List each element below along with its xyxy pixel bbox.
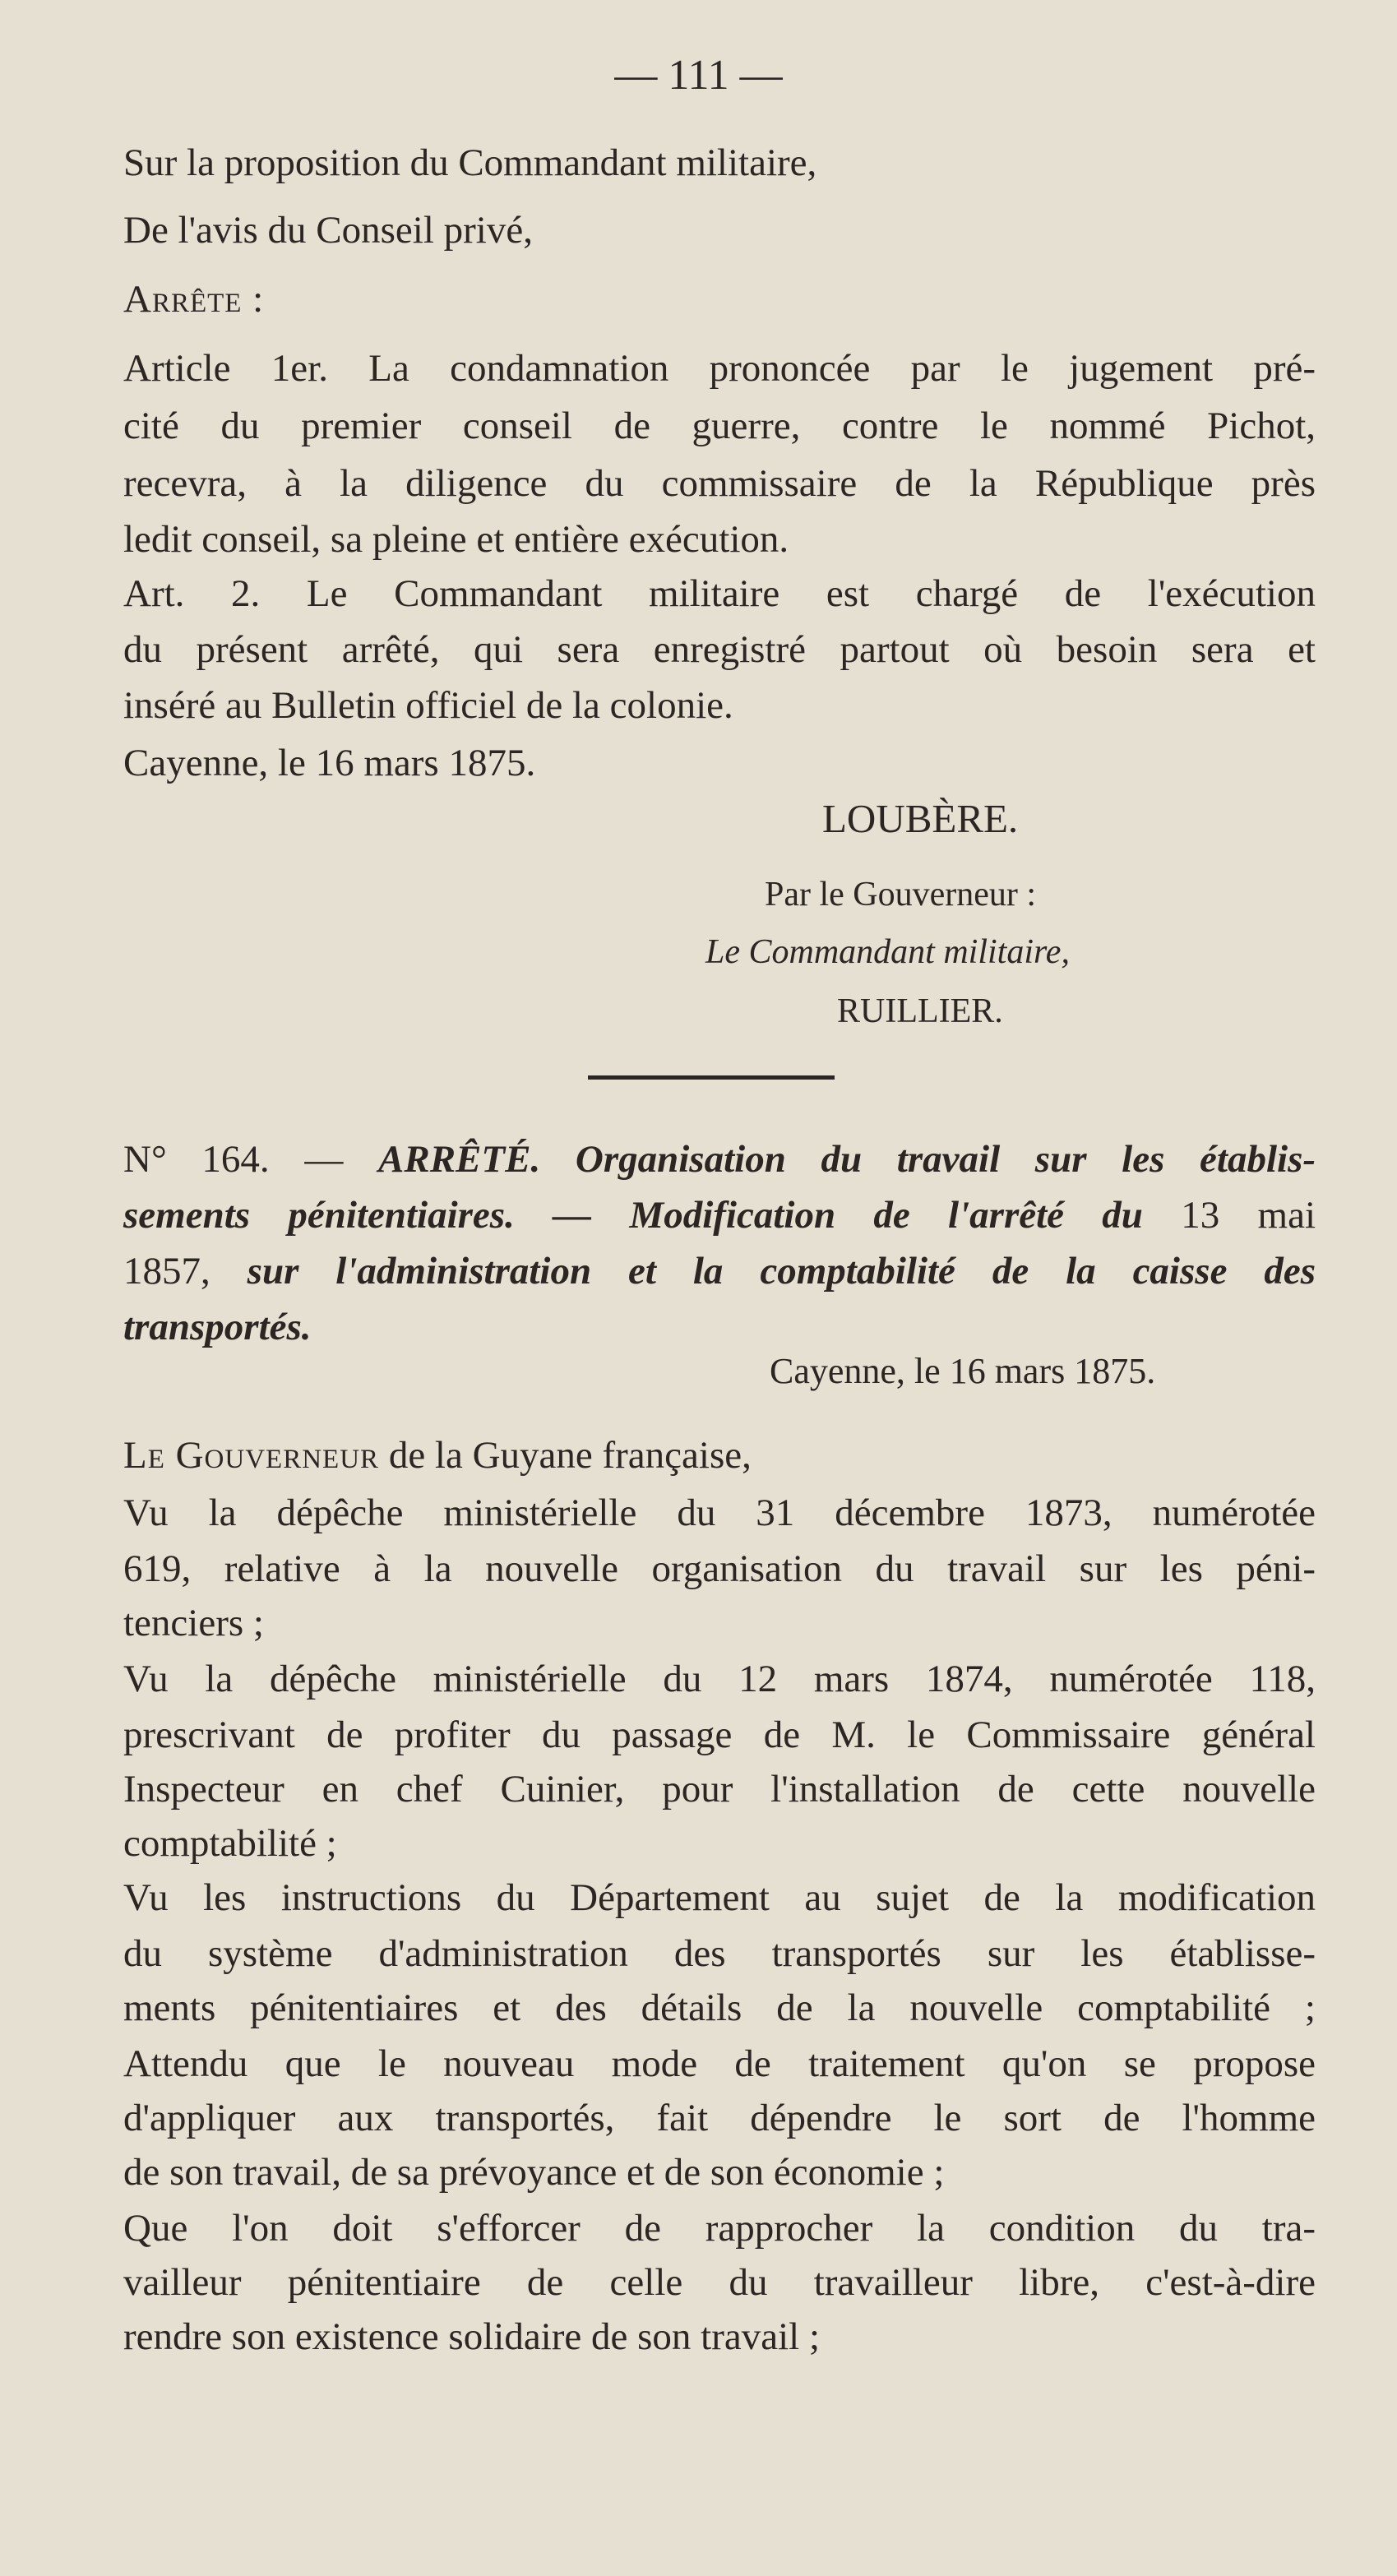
body-line: Attendu que le nouveau mode de traitement qu'on se propose [123,2042,1316,2085]
body-line: comptabilité ; [123,1822,337,1865]
body-line: Vu les instructions du Département au sujet de la modification [123,1876,1316,1919]
text-line: Article 1er. La condamnation prononcée par le jugement pré- [123,347,1316,390]
body-line: Vu la dépêche ministérielle du 12 mars 1874, numérotée 118, [123,1658,1316,1700]
text-line: cité du premier conseil de guerre, contre le nommé Pichot, [123,405,1316,447]
body-line: Vu la dépêche ministérielle du 31 décembre 1873, numérotée [123,1491,1316,1534]
body-line: ments pénitentiaires et des détails de la nouvelle comptabilité ; [123,1986,1316,2029]
decree-heading: N° 164. — ARRÊTÉ. Organisation du travail sur les établis- [123,1138,1316,1181]
governor-line: Le Gouverneur de la Guyane française, [123,1434,752,1477]
body-line: du système d'administration des transportés sur les établisse- [123,1932,1316,1975]
body-line: Inspecteur en chef Cuinier, pour l'installation de cette nouvelle [123,1768,1316,1811]
text-line: Art. 2. Le Commandant militaire est chargé de l'exécution [123,572,1316,615]
section-divider [588,1075,835,1080]
text-line: De l'avis du Conseil privé, [123,209,533,252]
body-line: 619, relative à la nouvelle organisation du travail sur les péni- [123,1547,1316,1590]
decree-title-line: 1857, sur l'administration et la comptabilité de la caisse des [123,1250,1316,1293]
by-governor: Par le Gouverneur : [765,876,1037,913]
decree-title: Organisation du travail sur les établis- [575,1138,1316,1181]
text-line: inséré au Bulletin officiel de la colonie. [123,684,733,727]
body-line: prescrivant de profiter du passage de M. le Commissaire général [123,1713,1316,1756]
countersignature: RUILLIER. [837,992,1003,1030]
decree-date: Cayenne, le 16 mars 1875. [770,1351,1156,1391]
governor-title: Le Gouverneur [123,1434,380,1477]
page-number: — 111 — [614,52,783,99]
date-line: Cayenne, le 16 mars 1875. [123,742,536,784]
text-line: du présent arrêté, qui sera enregistré partout où besoin sera et [123,628,1316,671]
signatory-role: Le Commandant militaire, [705,933,1070,971]
decree-type: ARRÊTÉ. [378,1138,541,1181]
body-line: rendre son existence solidaire de son travail ; [123,2315,821,2358]
text-line: Sur la proposition du Commandant militaire, [123,141,817,184]
body-line: tenciers ; [123,1602,264,1644]
signature: LOUBÈRE. [822,796,1019,841]
arrete-heading: Arrête : [123,278,265,321]
text-line: ledit conseil, sa pleine et entière exécution. [123,518,789,561]
text-line: recevra, à la diligence du commissaire de la République près [123,462,1316,505]
body-line: d'appliquer aux transportés, fait dépendre le sort de l'homme [123,2097,1316,2139]
body-line: Que l'on doit s'efforcer de rapprocher la condition du tra- [123,2207,1316,2250]
body-line: vailleur pénitentiaire de celle du travailleur libre, c'est-à-dire [123,2261,1316,2304]
decree-title-line: transportés. [123,1306,312,1348]
decree-number: N° 164. [123,1138,270,1181]
decree-title-line: sements pénitentiaires. — Modification de l'arrêté du 13 mai [123,1194,1316,1237]
body-line: de son travail, de sa prévoyance et de son économie ; [123,2151,945,2194]
